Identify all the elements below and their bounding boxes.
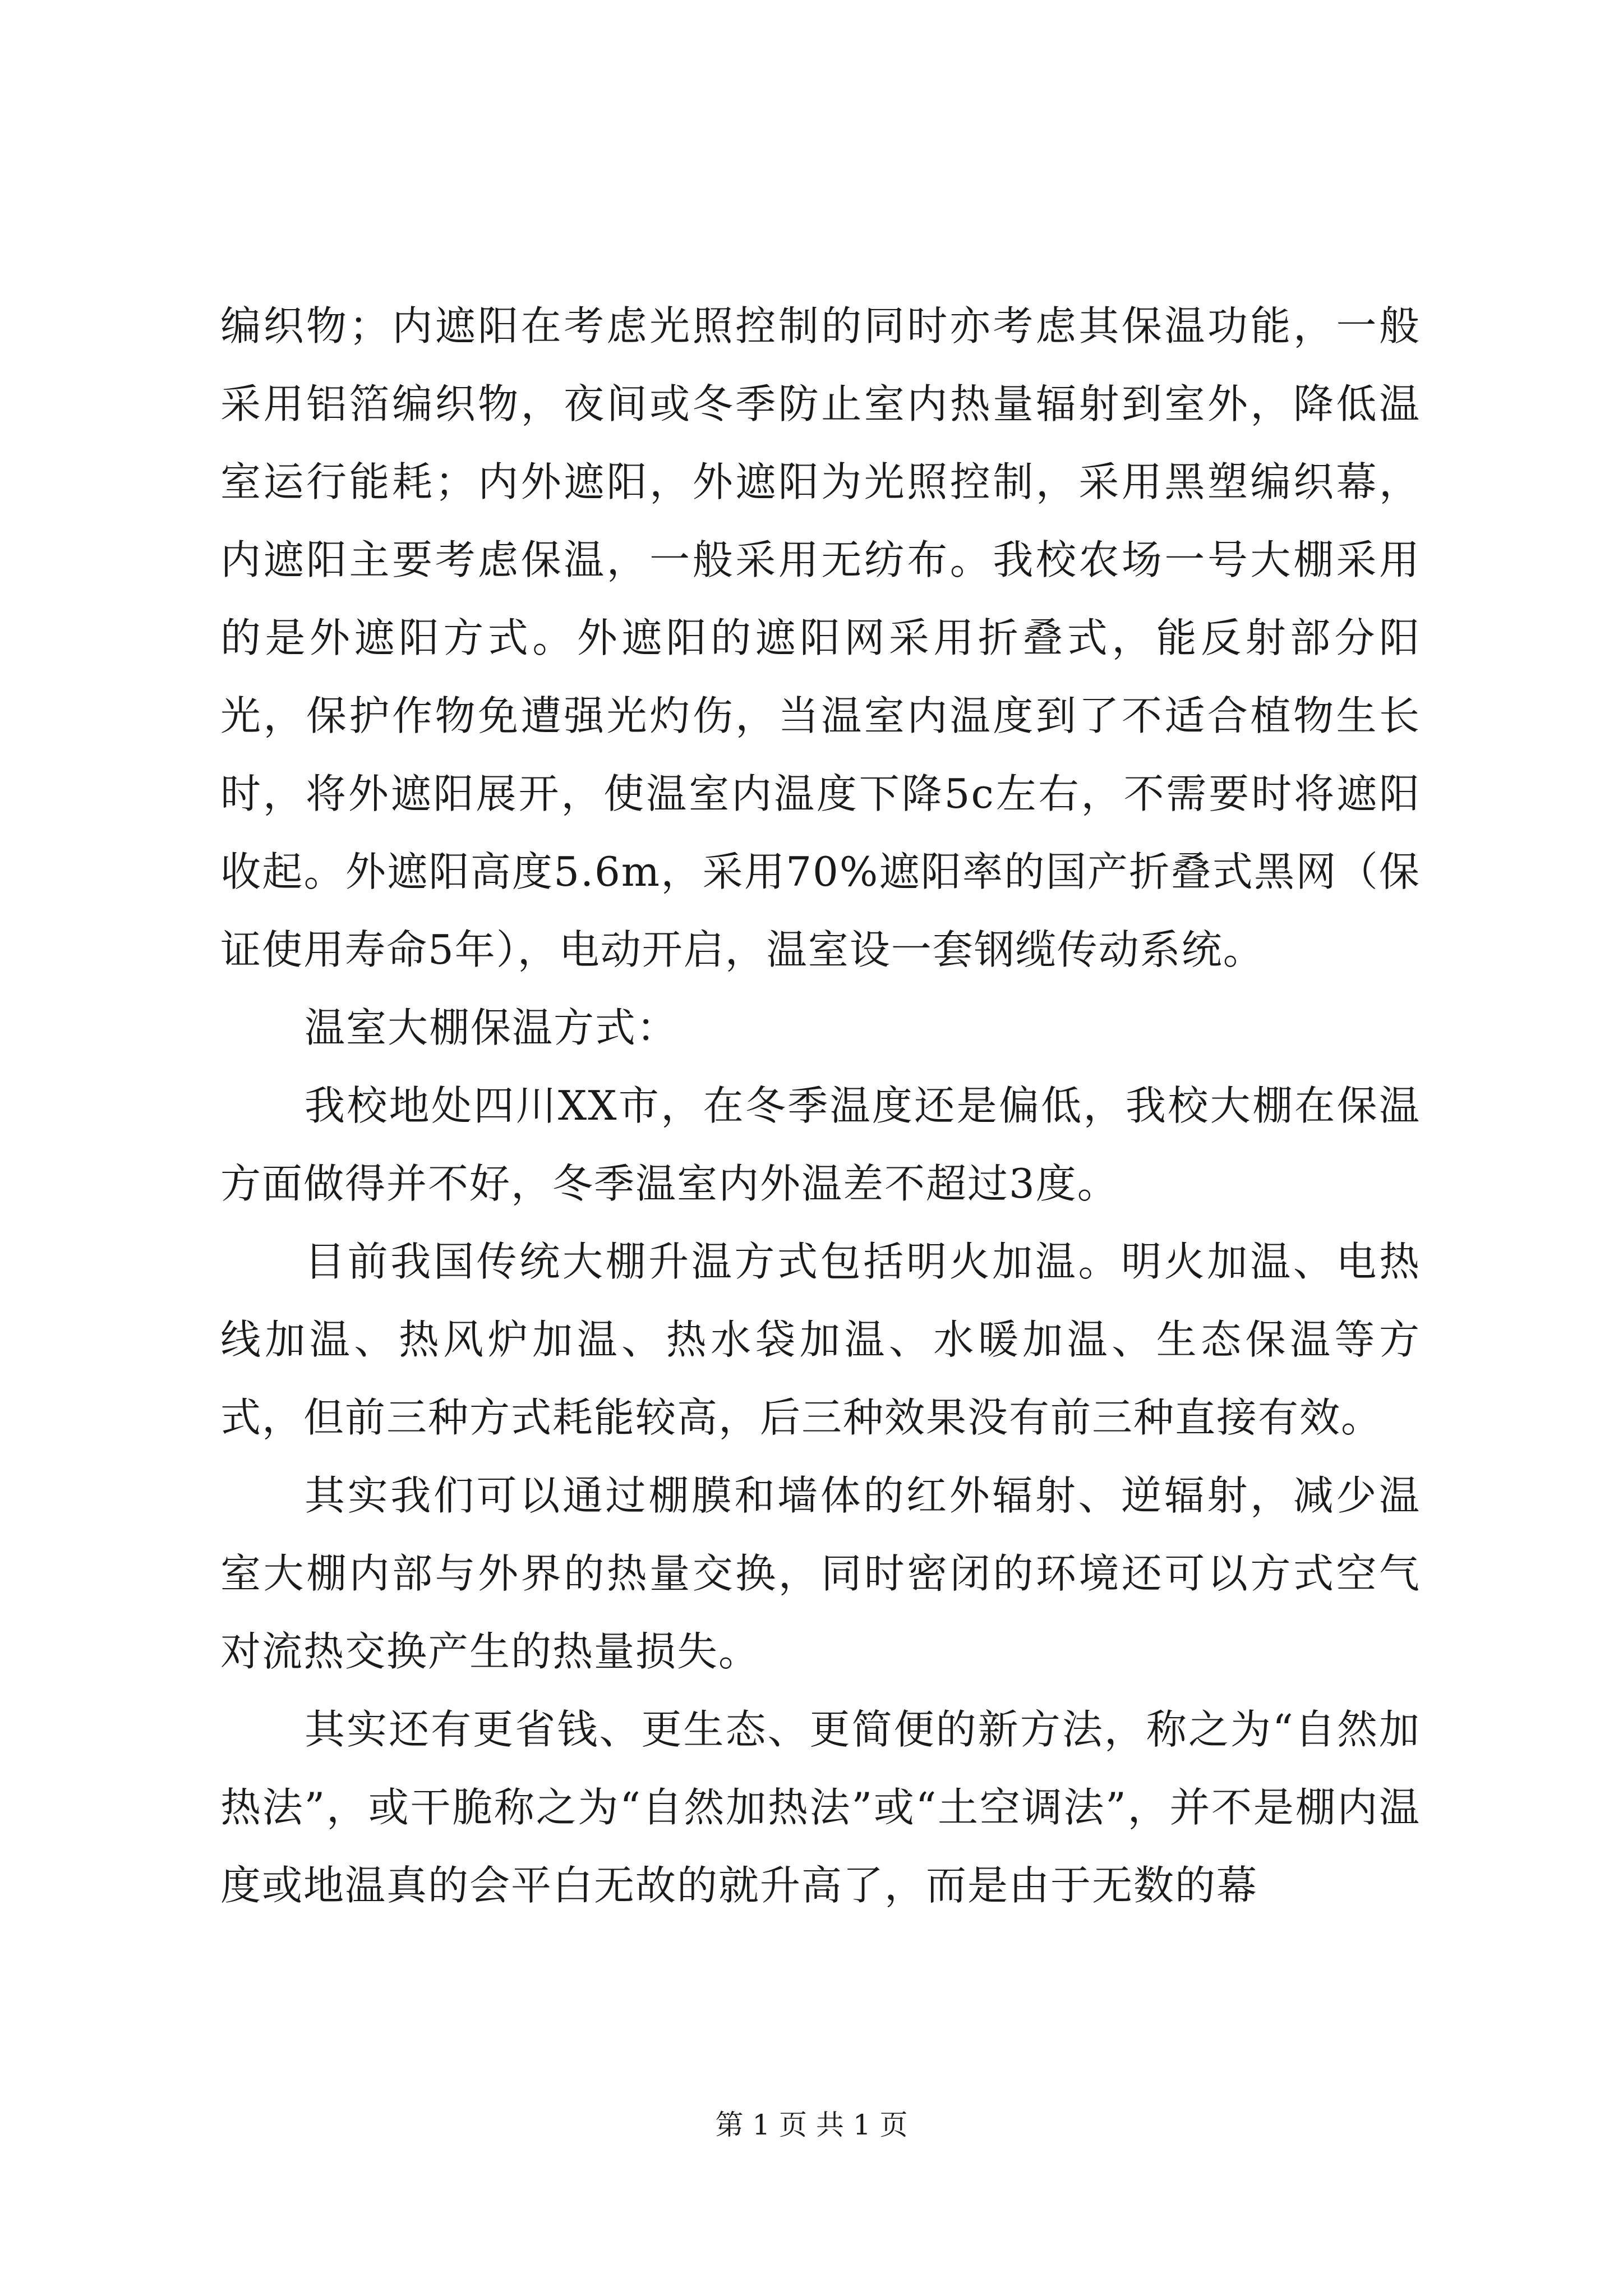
- document-body: [220, 287, 1421, 1925]
- paragraph-1: 编织物；内遮阳在考虑光照控制的同时亦考虑其保温功能，一般采用铝箔编织物，夜间或冬季防止室内热量辐射到室外，降低温室运行能耗；内外遮阳，外遮阳为光照控制，采用黑塑编织幕，内遮阳主要考虑保温，一般采用无纺布。我校农场一号大棚采用的是外遮阳方式。外遮阳的遮阳网采用折叠式，能反射部分阳光，保护作物免遭强光灼伤，当温室内温度到了不适合植物生长时，将外遮阳展开，使温室内温度下降5c左右，不需要时将遮阳收起。外遮阳高度5.6m，采用70%遮阳率的国产折叠式黑网（保证使用寿命5年），电动开启，温室设一套钢缆传动系统。: [220, 302, 1421, 973]
- paragraph-6: 其实还有更省钱、更生态、更简便的新方法，称之为“自然加热法”，或干脆称之为“自然加热法”或“土空调法”，并不是棚内温度或地温真的会平白无故的就升高了，而是由于无数的幕: [220, 1706, 1421, 1909]
- paragraph-2-heading: 温室大棚保温方式：: [305, 1004, 679, 1051]
- paragraph-3: 我校地处四川XX市，在冬季温度还是偏低，我校大棚在保温方面做得并不好，冬季温室内外温差不超过3度。: [220, 1082, 1421, 1207]
- paragraph-5: 其实我们可以通过棚膜和墙体的红外辐射、逆辐射，减少温室大棚内部与外界的热量交换，同时密闭的环境还可以方式空气对流热交换产生的热量损失。: [220, 1472, 1421, 1675]
- page-footer: 第 1 页 共 1 页: [715, 2109, 908, 2141]
- paragraph-4: 目前我国传统大棚升温方式包括明火加温。明火加温、电热线加温、热风炉加温、热水袋加温、水暖加温、生态保温等方式，但前三种方式耗能较高，后三种效果没有前三种直接有效。: [220, 1238, 1421, 1441]
